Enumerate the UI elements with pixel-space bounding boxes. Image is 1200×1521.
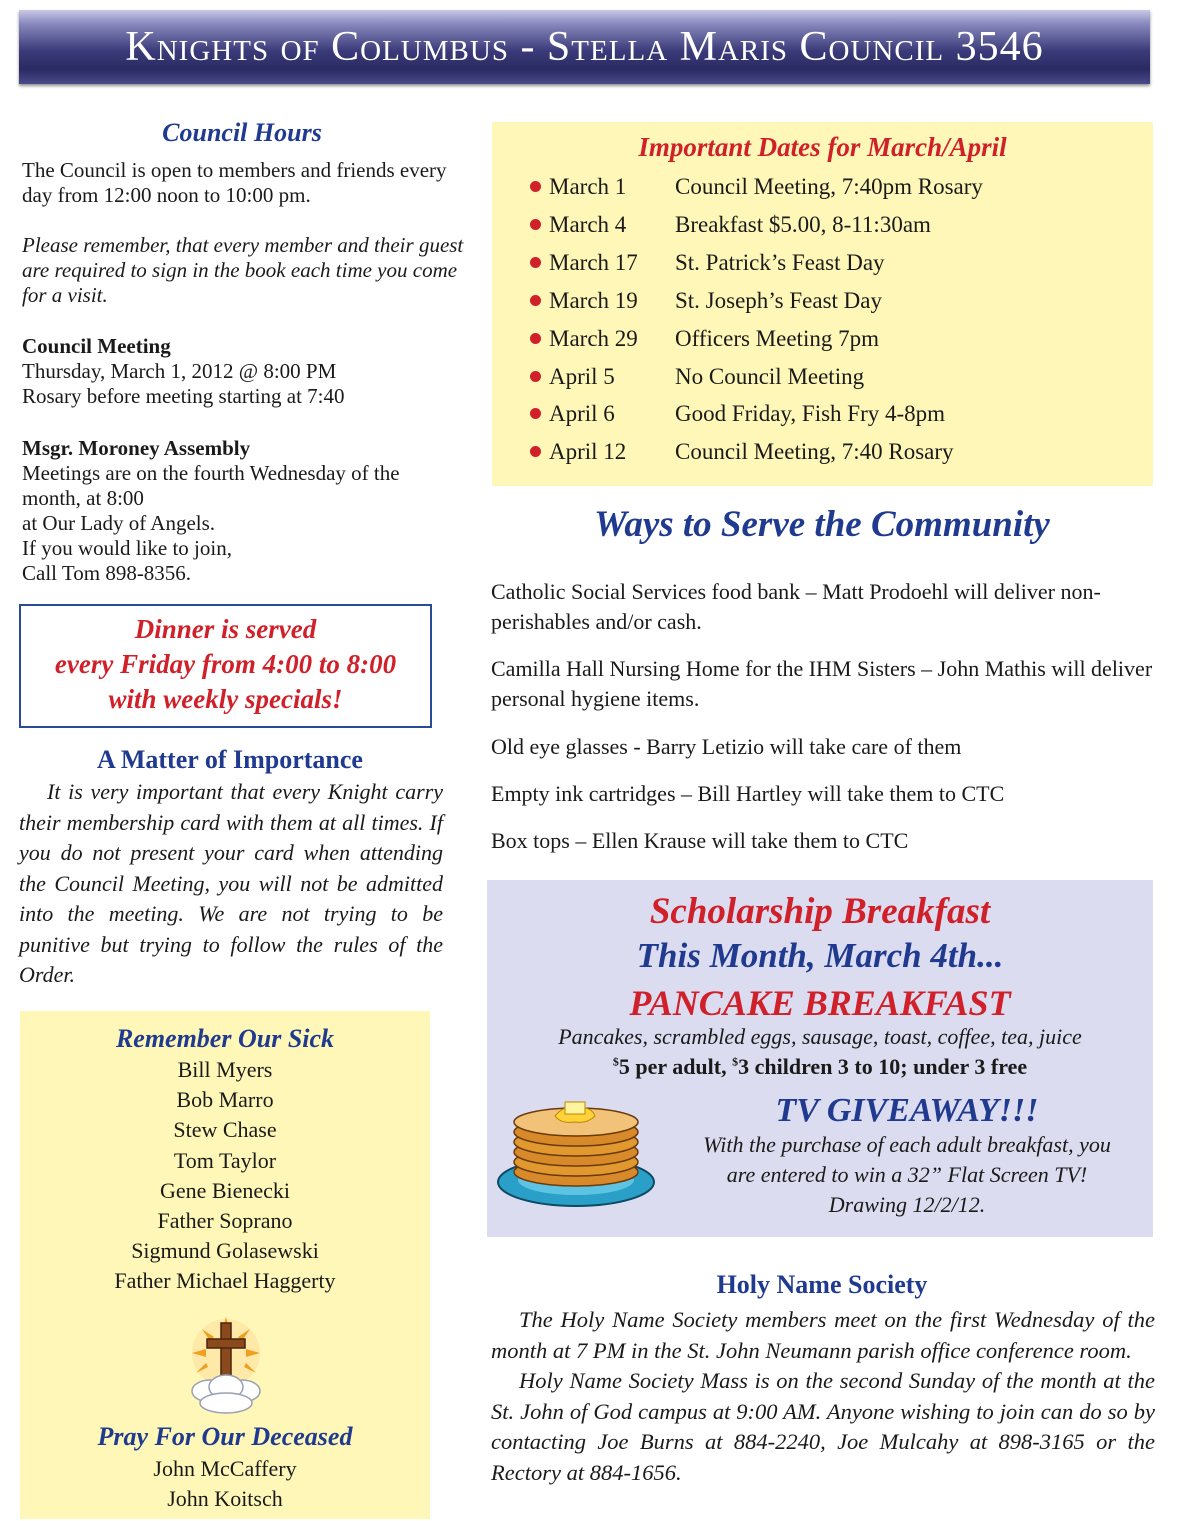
- deceased-list: [20, 1454, 430, 1514]
- council-meeting-date: Thursday, March 1, 2012 @ 8:00 PM: [22, 359, 337, 383]
- sign-in-note: Please remember, that every member and their guest are required to sign in the book each time you come for a visit.: [22, 233, 464, 307]
- breakfast-subtitle: This Month, March 4th...: [636, 936, 1004, 975]
- important-dates-heading: Important Dates for March/April: [638, 132, 1007, 162]
- holy-name-text: [491, 1305, 1155, 1488]
- assembly-line: Call Tom 898-8356.: [22, 561, 192, 585]
- breakfast-price: [487, 1054, 1153, 1080]
- tv-giveaway-heading: TV GIVEAWAY!!!: [775, 1092, 1039, 1129]
- assembly-heading: Msgr. Moroney Assembly: [22, 436, 251, 460]
- date-day: March 19: [549, 288, 638, 313]
- date-event: St. Patrick’s Feast Day: [675, 250, 885, 275]
- ways-heading: Ways to Serve the Community: [594, 504, 1050, 545]
- dollar-sign: $: [732, 1054, 739, 1069]
- ways-item: Old eye glasses - Barry Letizio will take care of them: [491, 734, 962, 759]
- bullet-icon: [530, 295, 541, 306]
- assembly-line: at Our Lady of Angels.: [22, 511, 216, 535]
- ways-item: Box tops – Ellen Krause will take them to CTC: [491, 828, 909, 853]
- list-item: Bob Marro: [176, 1087, 274, 1113]
- date-row: [530, 433, 954, 470]
- date-event: St. Joseph’s Feast Day: [675, 288, 882, 313]
- dollar-sign: $: [612, 1054, 619, 1069]
- pancake-stack-icon: [495, 1098, 657, 1208]
- ways-item: Camilla Hall Nursing Home for the IHM Sisters – John Mathis will deliver personal hygiene items.: [491, 656, 1153, 711]
- date-day: April 6: [549, 401, 615, 426]
- date-row: [530, 244, 885, 281]
- tv-giveaway-text: [667, 1130, 1147, 1220]
- important-dates-box: [492, 122, 1153, 486]
- list-item: Tom Taylor: [173, 1147, 277, 1173]
- date-row: [530, 320, 879, 357]
- list-item: Bill Myers: [177, 1057, 273, 1082]
- header-banner: [19, 10, 1150, 84]
- ways-item: Empty ink cartridges – Bill Hartley will take them to CTC: [491, 781, 1005, 806]
- date-day: April 12: [549, 439, 627, 464]
- breakfast-box: [487, 880, 1153, 1237]
- date-row: [530, 395, 945, 432]
- date-day: March 17: [549, 250, 638, 275]
- date-row: [530, 358, 864, 395]
- price-adult: 5 per adult,: [618, 1054, 733, 1079]
- date-day: April 5: [549, 364, 615, 389]
- ways-item: Catholic Social Services food bank – Matt Prodoehl will deliver non-perishables and/or cash.: [491, 579, 1101, 634]
- date-day: March 29: [549, 326, 638, 351]
- dinner-line: every Friday from 4:00 to 8:00: [54, 649, 397, 679]
- date-row: [530, 168, 983, 205]
- date-day: March 1: [549, 174, 627, 199]
- dinner-box: [19, 604, 432, 728]
- list-item: Gene Bienecki: [159, 1177, 291, 1203]
- date-row: [530, 282, 882, 319]
- cross-in-clouds-icon: [180, 1311, 272, 1416]
- assembly-line: If you would like to join,: [22, 536, 232, 560]
- assembly-text: [22, 461, 452, 586]
- council-hours-text: The Council is open to members and friends every day from 12:00 noon to 10:00 pm.: [22, 158, 447, 207]
- matter-body: It is very important that every Knight carry their membership card with them at all times. If you do not present your card when attending the Council Meeting, you will not be admitted into the meeting. We are not trying to be punitive but trying to follow the rules of the Order.: [19, 779, 443, 987]
- dinner-line: Dinner is served: [134, 614, 317, 644]
- breakfast-headline: PANCAKE BREAKFAST: [629, 983, 1011, 1023]
- council-meeting-heading: Council Meeting: [22, 334, 171, 358]
- list-item: John McCaffery: [153, 1456, 297, 1481]
- bullet-icon: [530, 446, 541, 457]
- list-item: Father Michael Haggerty: [114, 1268, 336, 1294]
- breakfast-title: Scholarship Breakfast: [649, 891, 991, 932]
- date-row: [530, 206, 931, 243]
- assembly-line: month, at 8:00: [22, 486, 144, 510]
- list-item: Stew Chase: [173, 1117, 277, 1143]
- sick-list: [20, 1055, 430, 1297]
- bullet-icon: [530, 371, 541, 382]
- date-event: Officers Meeting 7pm: [675, 326, 879, 351]
- council-meeting-rosary: Rosary before meeting starting at 7:40: [22, 384, 345, 408]
- deceased-heading: Pray For Our Deceased: [97, 1422, 353, 1451]
- page-title: Knights of Columbus - Stella Maris Council 3546: [125, 24, 1044, 70]
- date-day: March 4: [549, 212, 627, 237]
- list-item: John Koitsch: [167, 1486, 283, 1511]
- list-item: Sigmund Golasewski: [131, 1238, 319, 1264]
- sick-box: [20, 1011, 430, 1519]
- date-event: Good Friday, Fish Fry 4-8pm: [675, 401, 946, 426]
- sick-heading: Remember Our Sick: [115, 1024, 335, 1053]
- bullet-icon: [530, 408, 541, 419]
- date-event: Council Meeting, 7:40 Rosary: [675, 439, 954, 464]
- list-item: Father Soprano: [157, 1208, 293, 1234]
- dinner-line: with weekly specials!: [108, 684, 343, 714]
- bullet-icon: [530, 257, 541, 268]
- date-event: No Council Meeting: [675, 364, 865, 389]
- bullet-icon: [530, 333, 541, 344]
- holy-name-heading: Holy Name Society: [716, 1270, 928, 1299]
- tv-line: With the purchase of each adult breakfast, you: [703, 1132, 1111, 1157]
- holy-name-paragraph: Holy Name Society Mass is on the second Sunday of the month at the St. John of God campus at 9:00 AM. Anyone wishing to join can do so by contacting Joe Burns at 884-2240, Joe Mulcahy at 898-3165 or the Rectory at 884-1656.: [491, 1368, 1155, 1485]
- breakfast-menu: Pancakes, scrambled eggs, sausage, toast, coffee, tea, juice: [558, 1024, 1082, 1049]
- date-event: Breakfast $5.00, 8-11:30am: [675, 212, 931, 237]
- price-child: 3 children 3 to 10; under 3 free: [738, 1054, 1028, 1079]
- tv-line: Drawing 12/2/12.: [828, 1192, 986, 1217]
- holy-name-paragraph: The Holy Name Society members meet on the first Wednesday of the month at 7 PM in the St. John Neumann parish office conference room.: [491, 1307, 1155, 1363]
- tv-line: are entered to win a 32” Flat Screen TV!: [726, 1162, 1088, 1187]
- council-hours-heading: Council Hours: [162, 118, 322, 147]
- matter-text: [19, 777, 443, 991]
- bullet-icon: [530, 219, 541, 230]
- bullet-icon: [530, 181, 541, 192]
- assembly-line: Meetings are on the fourth Wednesday of the: [22, 461, 400, 485]
- dinner-text: [21, 612, 430, 717]
- matter-heading: A Matter of Importance: [97, 745, 363, 774]
- date-event: Council Meeting, 7:40pm Rosary: [675, 174, 983, 199]
